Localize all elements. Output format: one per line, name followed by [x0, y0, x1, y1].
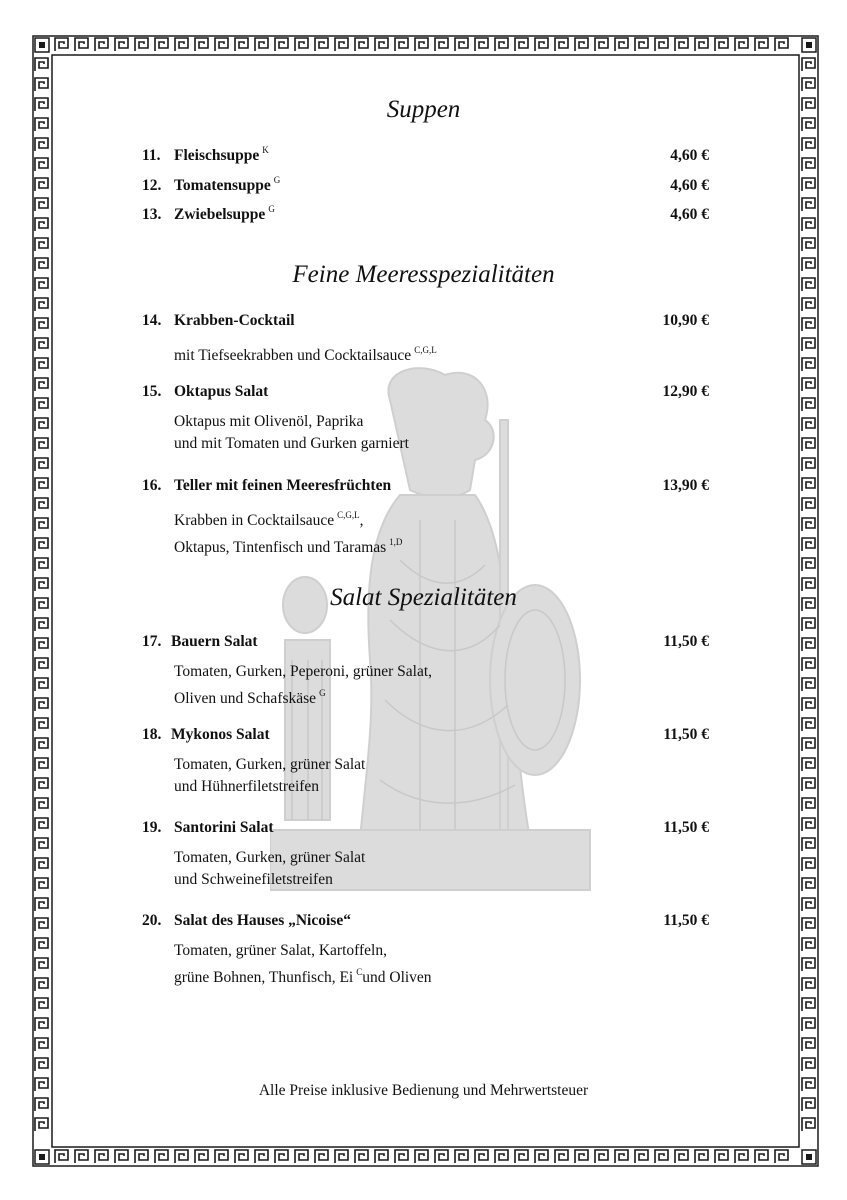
description-line — [174, 683, 709, 710]
menu-item — [142, 726, 709, 798]
section-title-salat: Salat Spezialitäten — [330, 584, 517, 611]
description-line: und Schweinefiletstreifen — [174, 871, 333, 888]
item-number: 13. — [142, 206, 162, 224]
item-number: 20. — [142, 912, 162, 929]
item-price: 11,50 € — [663, 819, 709, 836]
description-text: Oliven und Schafskäse — [174, 690, 317, 708]
item-name — [174, 205, 275, 224]
description-line — [174, 532, 709, 559]
menu-item — [142, 205, 709, 225]
allergen-code: C,G,L — [414, 345, 437, 355]
item-description — [174, 340, 709, 367]
item-number: 15. — [142, 383, 162, 400]
description-text: grüne Bohnen, Thunfisch, Ei — [174, 969, 354, 987]
menu-item — [142, 819, 709, 891]
item-name: Krabben-Cocktail — [174, 312, 295, 329]
item-description — [174, 847, 709, 891]
item-name — [174, 146, 269, 165]
description-line: Oktapus mit Olivenöl, Paprika — [174, 413, 364, 430]
item-number: 14. — [142, 312, 162, 329]
item-number: 12. — [142, 177, 162, 195]
item-name-text: Zwiebelsuppe — [174, 206, 266, 224]
menu-item — [142, 912, 709, 989]
item-price: 10,90 € — [662, 312, 709, 329]
item-name-text: Fleischsuppe — [174, 147, 260, 165]
description-line — [174, 340, 709, 367]
allergen-code: C — [356, 967, 363, 977]
item-price: 12,90 € — [662, 383, 709, 400]
allergen-code: G — [273, 175, 281, 185]
allergen-code: G — [319, 688, 326, 698]
menu-item — [142, 383, 709, 455]
description-line — [174, 505, 709, 532]
item-description — [174, 940, 709, 989]
description-line: Tomaten, Gurken, Peperoni, grüner Salat, — [174, 663, 433, 680]
menu-item — [142, 176, 709, 196]
description-text: mit Tiefseekrabben und Cocktailsauce — [174, 347, 412, 365]
item-name-text: Tomatensuppe — [174, 177, 271, 195]
item-description — [174, 411, 709, 455]
item-description — [174, 661, 709, 710]
item-price: 11,50 € — [663, 633, 709, 650]
item-price: 4,60 € — [670, 177, 709, 195]
price-footnote: Alle Preise inklusive Bedienung und Mehrwertsteuer — [258, 1082, 589, 1099]
description-line — [174, 962, 709, 989]
description-line: Tomaten, Gurken, grüner Salat — [174, 756, 366, 773]
menu-item — [142, 312, 709, 367]
item-name: Teller mit feinen Meeresfrüchten — [174, 477, 392, 494]
item-number: 16. — [142, 477, 162, 494]
item-price: 11,50 € — [663, 726, 709, 743]
description-text: Oktapus, Tintenfisch und Taramas — [174, 539, 387, 557]
allergen-code: G — [268, 204, 275, 214]
item-number: 17. — [142, 633, 162, 650]
menu-item — [142, 633, 709, 710]
item-price: 11,50 € — [663, 912, 709, 929]
item-name — [174, 176, 280, 195]
item-number: 18. — [142, 726, 162, 743]
item-description — [174, 505, 709, 559]
item-price: 4,60 € — [670, 147, 709, 165]
description-line: Tomaten, grüner Salat, Kartoffeln, — [174, 942, 387, 959]
description-line: Tomaten, Gurken, grüner Salat — [174, 849, 366, 866]
item-description — [174, 754, 709, 798]
section-title-meeresspezialitaeten: Feine Meeresspezialitäten — [292, 261, 555, 288]
item-name: Bauern Salat — [171, 633, 258, 650]
section-title-suppen: Suppen — [386, 96, 461, 123]
description-line: und Hühnerfiletstreifen — [174, 778, 320, 795]
item-price: 13,90 € — [662, 477, 709, 494]
description-text: Krabben in Cocktailsauce — [174, 512, 335, 530]
item-price: 4,60 € — [670, 206, 709, 224]
item-name: Santorini Salat — [174, 819, 274, 836]
description-suffix: , — [359, 512, 364, 530]
item-number: 19. — [142, 819, 162, 836]
description-line: und mit Tomaten und Gurken garniert — [174, 435, 409, 452]
menu-item — [142, 477, 709, 559]
item-number: 11. — [142, 147, 161, 165]
description-suffix: und Oliven — [362, 969, 432, 987]
item-name: Salat des Hauses „Nicoise“ — [174, 912, 351, 929]
allergen-code: K — [262, 145, 269, 155]
item-name: Mykonos Salat — [171, 726, 270, 743]
item-name: Oktapus Salat — [174, 383, 269, 400]
allergen-code: C,G,L — [337, 510, 360, 520]
menu-item — [142, 146, 709, 166]
allergen-code: 1,D — [389, 537, 403, 548]
